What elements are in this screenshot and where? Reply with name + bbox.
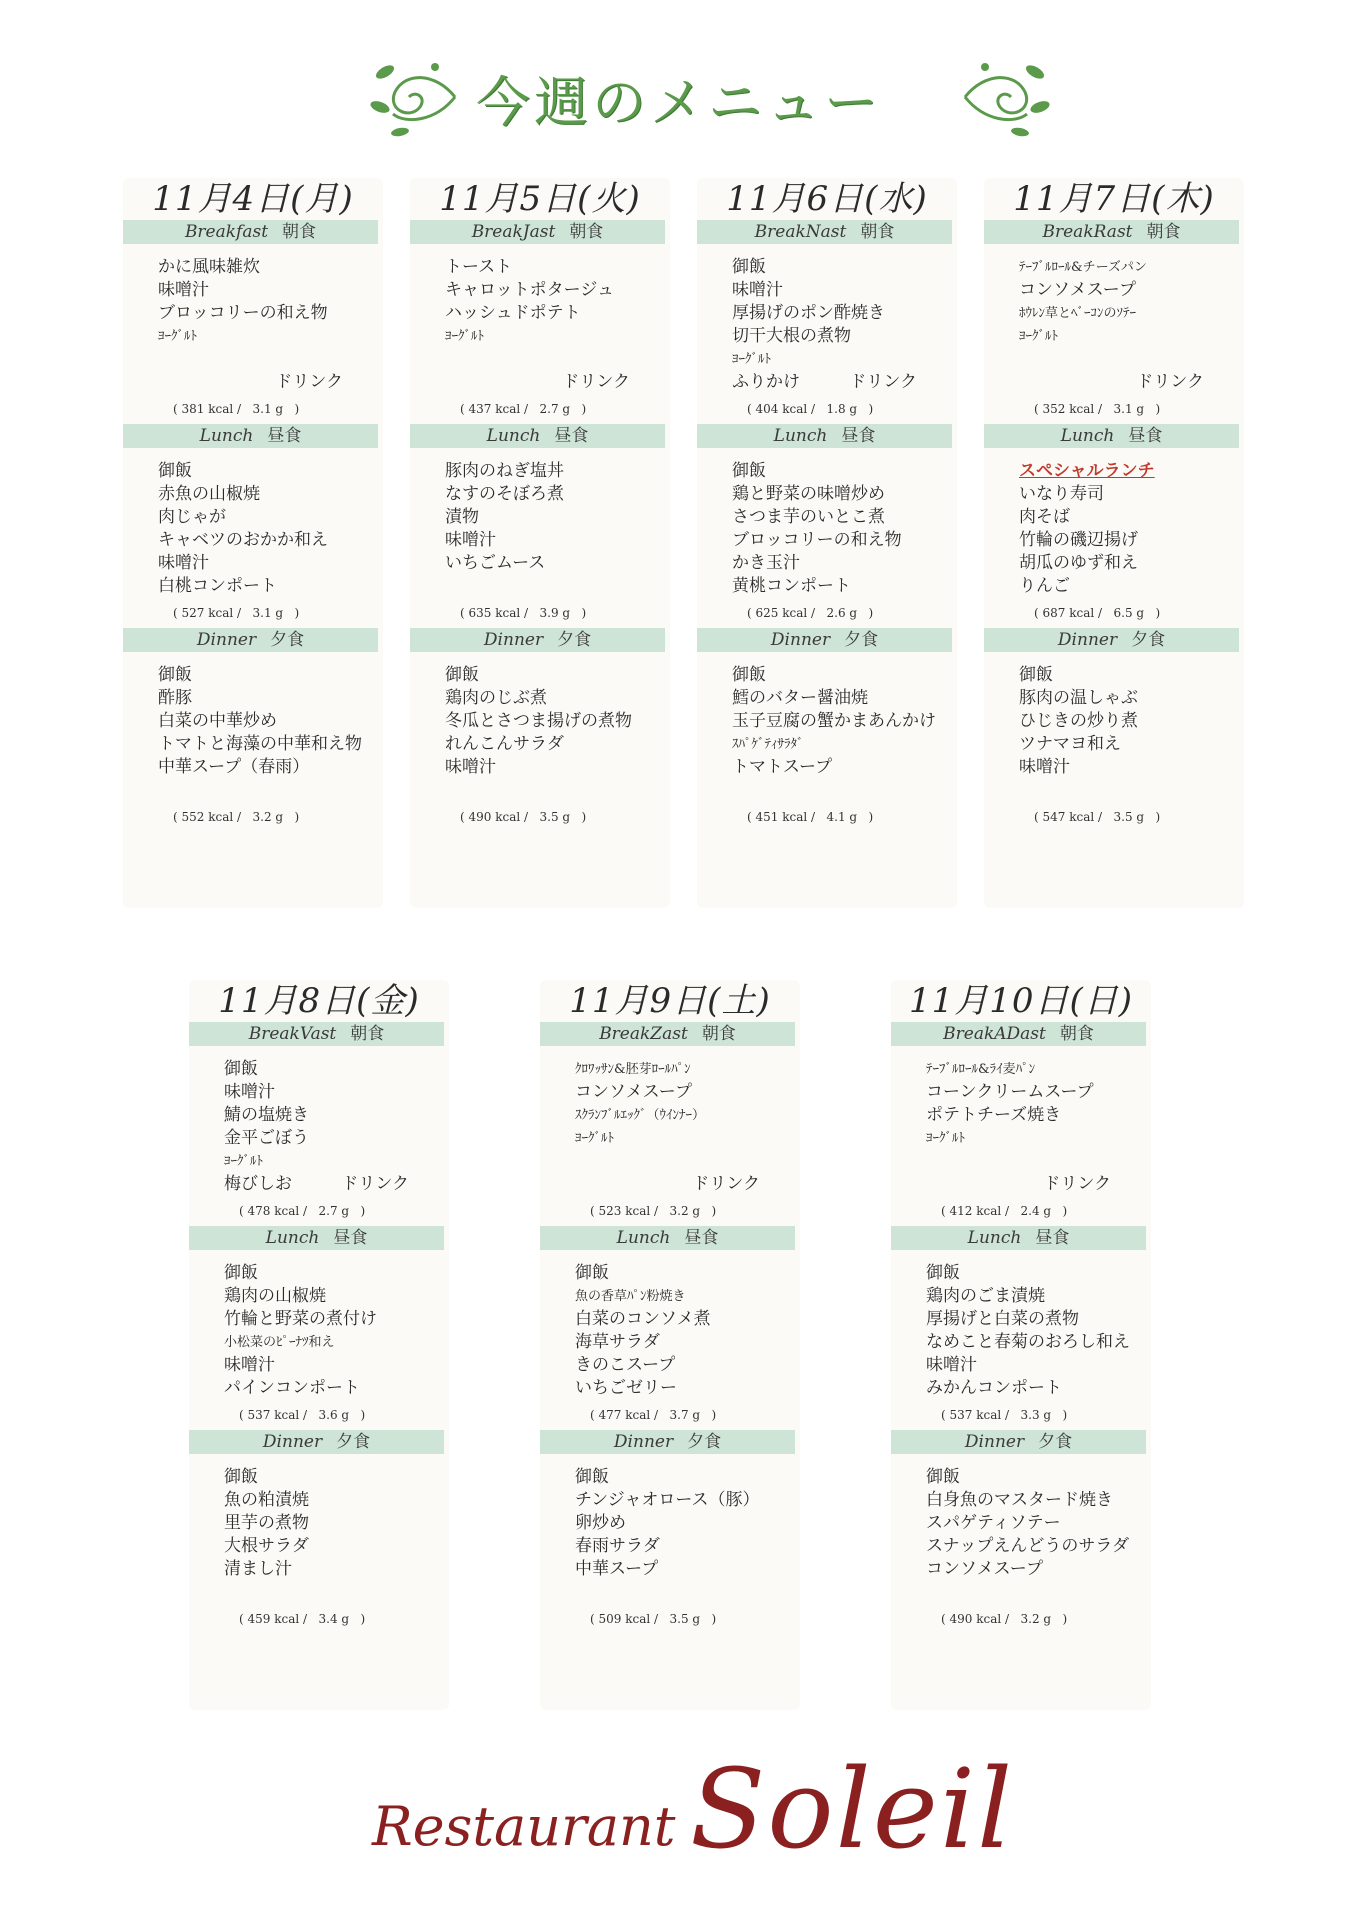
dinner-header (410, 628, 665, 652)
drink-label: ドリンク (1136, 372, 1204, 392)
menu-items (123, 448, 383, 598)
menu-item: 厚揚げのポン酢焼き (732, 303, 885, 323)
menu-item: 御飯 (445, 665, 479, 685)
menu-item: ｽｸﾗﾝﾌﾞﾙｴｯｸﾞ（ｳｲﾝﾅｰ） (575, 1108, 706, 1123)
menu-item: 鯖の塩焼き (224, 1105, 309, 1125)
menu-items (697, 652, 957, 802)
menu-item: 御飯 (224, 1263, 258, 1283)
nutrition-info: ( 537 kcal / 3.6 g ) (239, 1408, 366, 1422)
lunch-section (540, 1226, 800, 1430)
nutrition-info: ( 381 kcal / 3.1 g ) (173, 402, 300, 416)
breakfast-header (410, 220, 665, 244)
dinner-header (540, 1430, 795, 1454)
menu-item: ﾃｰﾌﾞﾙﾛｰﾙ&ﾗｲ麦ﾊﾟﾝ (926, 1062, 1036, 1077)
nutrition-info: ( 352 kcal / 3.1 g ) (1034, 402, 1161, 416)
menu-item: 赤魚の山椒焼 (158, 484, 260, 504)
menu-item: 鶏と野菜の味噌炒め (732, 484, 885, 504)
menu-item: ﾖｰｸﾞﾙﾄ (1019, 329, 1058, 344)
breakfast-section (891, 1022, 1151, 1226)
day-card (540, 980, 800, 1634)
meal-name-jp: 夕食 (687, 1432, 722, 1452)
meal-name-en: BreakADast (943, 1024, 1046, 1044)
breakfast-header (984, 220, 1239, 244)
menu-items (984, 448, 1244, 598)
menu-item: 中華スープ（春雨） (158, 757, 310, 777)
menu-item: 御飯 (732, 257, 766, 277)
dinner-section (697, 628, 957, 832)
meal-name-jp: 夕食 (1038, 1432, 1073, 1452)
menu-items (540, 1046, 800, 1196)
nutrition-info: ( 451 kcal / 4.1 g ) (747, 810, 874, 824)
menu-item: 竹輪の磯辺揚げ (1019, 530, 1138, 550)
menu-item: コーンクリームスープ (926, 1082, 1094, 1102)
menu-item: 御飯 (926, 1263, 960, 1283)
day-card (984, 178, 1244, 832)
menu-item: 御飯 (926, 1467, 960, 1487)
drink-label: ドリンク (562, 372, 630, 392)
nutrition-info: ( 490 kcal / 3.5 g ) (460, 810, 587, 824)
menu-item: 御飯 (732, 665, 766, 685)
menu-item: 味噌汁 (1019, 757, 1070, 777)
breakfast-header (123, 220, 378, 244)
lunch-header (540, 1226, 795, 1250)
menu-item: 金平ごぼう (224, 1128, 309, 1148)
menu-item: ブロッコリーの和え物 (732, 530, 902, 550)
menu-item: ひじきの炒り煮 (1019, 711, 1138, 731)
meal-name-jp: 昼食 (1035, 1228, 1070, 1248)
menu-item: ﾖｰｸﾞﾙﾄ (926, 1131, 965, 1146)
restaurant-label: Restaurant (372, 1795, 676, 1858)
menu-item: チンジャオロース（豚） (575, 1490, 760, 1510)
menu-item: 白菜のコンソメ煮 (575, 1309, 711, 1329)
day-date: 11月7日(木) (1013, 179, 1215, 219)
menu-item: 御飯 (732, 461, 766, 481)
lunch-section (123, 424, 383, 628)
leaf-ornament-icon (955, 52, 1055, 142)
menu-item: 御飯 (224, 1467, 258, 1487)
meal-name-en: Lunch (967, 1228, 1022, 1248)
menu-item: 味噌汁 (224, 1082, 275, 1102)
menu-items (540, 1454, 800, 1604)
meal-name-jp: 夕食 (844, 630, 879, 650)
menu-item: 里芋の煮物 (224, 1513, 309, 1533)
day-card (410, 178, 670, 832)
drink-label: ドリンク (341, 1174, 409, 1194)
menu-item: 豚肉のねぎ塩丼 (445, 461, 564, 481)
menu-item: 玉子豆腐の蟹かまあんかけ (732, 711, 936, 731)
menu-item: 御飯 (158, 461, 192, 481)
meal-name-en: BreakNast (754, 222, 847, 242)
menu-items (984, 244, 1244, 394)
menu-item: 味噌汁 (445, 530, 496, 550)
menu-item: 味噌汁 (732, 280, 783, 300)
breakfast-section (123, 220, 383, 424)
nutrition-info: ( 527 kcal / 3.1 g ) (173, 606, 300, 620)
menu-item: 鶏肉のじぶ煮 (445, 688, 547, 708)
nutrition-info: ( 687 kcal / 6.5 g ) (1034, 606, 1161, 620)
page-title: 今週のメニュー (476, 71, 882, 134)
menu-item: 梅びしお (224, 1174, 292, 1194)
menu-items (189, 1454, 449, 1604)
nutrition-info: ( 459 kcal / 3.4 g ) (239, 1612, 366, 1626)
menu-item: 魚の粕漬焼 (224, 1490, 309, 1510)
menu-item: りんご (1019, 576, 1070, 596)
meal-name-jp: 朝食 (569, 222, 604, 242)
menu-item: 肉そば (1019, 507, 1070, 527)
breakfast-header (540, 1022, 795, 1046)
dinner-header (891, 1430, 1146, 1454)
menu-item: 酢豚 (158, 688, 192, 708)
special-lunch-label: スペシャルランチ (1019, 461, 1155, 481)
nutrition-info: ( 478 kcal / 2.7 g ) (239, 1204, 366, 1218)
meal-name-en: BreakRast (1042, 222, 1133, 242)
menu-item: いちごゼリー (575, 1378, 677, 1398)
menu-item: 白桃コンポート (158, 576, 277, 596)
day-date: 11月5日(火) (439, 179, 641, 219)
menu-item: 御飯 (575, 1263, 609, 1283)
nutrition-info: ( 412 kcal / 2.4 g ) (941, 1204, 1068, 1218)
meal-name-jp: 夕食 (270, 630, 305, 650)
menu-item: ｸﾛﾜｯｻﾝ&胚芽ﾛｰﾙﾊﾟﾝ (575, 1062, 691, 1077)
meal-name-en: Lunch (199, 426, 254, 446)
menu-item: 御飯 (575, 1467, 609, 1487)
menu-items (891, 1454, 1151, 1604)
meal-name-en: Dinner (613, 1432, 674, 1452)
meal-name-jp: 夕食 (1131, 630, 1166, 650)
menu-item: かに風味雑炊 (158, 257, 260, 277)
day-card (891, 980, 1151, 1634)
menu-item: パインコンポート (224, 1378, 360, 1398)
menu-item: 味噌汁 (926, 1355, 977, 1375)
menu-item: 鱈のバター醤油焼 (732, 688, 868, 708)
meal-name-jp: 昼食 (684, 1228, 719, 1248)
menu-item: 竹輪と野菜の煮付け (224, 1309, 377, 1329)
breakfast-header (697, 220, 952, 244)
menu-item: 味噌汁 (158, 553, 209, 573)
meal-name-jp: 昼食 (333, 1228, 368, 1248)
menu-item: 春雨サラダ (575, 1536, 660, 1556)
menu-item: トースト (445, 257, 513, 277)
meal-name-jp: 朝食 (282, 222, 317, 242)
menu-items (189, 1046, 449, 1196)
menu-items (410, 448, 670, 598)
lunch-section (891, 1226, 1151, 1430)
breakfast-section (984, 220, 1244, 424)
menu-item: スパゲティソテー (926, 1513, 1061, 1533)
menu-item: なめこと春菊のおろし和え (926, 1332, 1130, 1352)
meal-name-en: BreakVast (248, 1024, 337, 1044)
nutrition-info: ( 552 kcal / 3.2 g ) (173, 810, 300, 824)
menu-items (540, 1250, 800, 1400)
day-date: 11月9日(土) (569, 981, 771, 1021)
meal-name-en: Dinner (964, 1432, 1025, 1452)
menu-item: トマトスープ (732, 757, 833, 777)
menu-item: ふりかけ (732, 372, 800, 392)
meal-name-jp: 昼食 (841, 426, 876, 446)
menu-items (891, 1250, 1151, 1400)
menu-item: ﾖｰｸﾞﾙﾄ (224, 1154, 263, 1169)
menu-item: コンソメスープ (926, 1559, 1043, 1579)
lunch-section (697, 424, 957, 628)
menu-item: 御飯 (224, 1059, 258, 1079)
meal-name-jp: 朝食 (1146, 222, 1181, 242)
menu-item: 小松菜のﾋﾟｰﾅﾂ和え (224, 1335, 335, 1350)
dinner-section (891, 1430, 1151, 1634)
drink-label: ドリンク (849, 372, 917, 392)
dinner-section (410, 628, 670, 832)
menu-item: 肉じゃが (158, 507, 226, 527)
nutrition-info: ( 547 kcal / 3.5 g ) (1034, 810, 1161, 824)
menu-item: キャロットポタージュ (445, 280, 614, 300)
dinner-section (189, 1430, 449, 1634)
menu-item: 漬物 (445, 507, 479, 527)
menu-item: 厚揚げと白菜の煮物 (926, 1309, 1079, 1329)
day-date: 11月8日(金) (218, 981, 420, 1021)
breakfast-header (189, 1022, 444, 1046)
menu-item: ﾖｰｸﾞﾙﾄ (158, 329, 197, 344)
menu-item: 中華スープ (575, 1559, 659, 1579)
day-card (189, 980, 449, 1634)
lunch-header (189, 1226, 444, 1250)
restaurant-name: Soleil (690, 1745, 1015, 1873)
menu-items (697, 448, 957, 598)
nutrition-info: ( 509 kcal / 3.5 g ) (590, 1612, 717, 1626)
lunch-header (984, 424, 1239, 448)
meal-name-en: Dinner (483, 630, 544, 650)
menu-items (891, 1046, 1151, 1196)
menu-item: 卵炒め (575, 1513, 626, 1533)
lunch-header (123, 424, 378, 448)
day-card (697, 178, 957, 832)
menu-item: かき玉汁 (732, 553, 800, 573)
menu-item: 御飯 (1019, 665, 1053, 685)
day-date: 11月6日(水) (726, 179, 928, 219)
nutrition-info: ( 477 kcal / 3.7 g ) (590, 1408, 717, 1422)
menu-items (123, 244, 383, 394)
menu-items (410, 652, 670, 802)
dinner-section (123, 628, 383, 832)
menu-item: 魚の香草ﾊﾟﾝ粉焼き (575, 1289, 686, 1304)
meal-name-jp: 昼食 (554, 426, 589, 446)
dinner-section (984, 628, 1244, 832)
meal-name-en: Dinner (196, 630, 257, 650)
menu-item: 黄桃コンポート (732, 576, 851, 596)
menu-items (189, 1250, 449, 1400)
nutrition-info: ( 490 kcal / 3.2 g ) (941, 1612, 1068, 1626)
meal-name-jp: 昼食 (1128, 426, 1163, 446)
meal-name-en: Lunch (773, 426, 828, 446)
menu-item: 御飯 (158, 665, 192, 685)
meal-name-en: Lunch (616, 1228, 671, 1248)
meal-name-jp: 朝食 (701, 1024, 736, 1044)
drink-label: ドリンク (275, 372, 343, 392)
lunch-section (984, 424, 1244, 628)
menu-item: さつま芋のいとこ煮 (732, 507, 885, 527)
drink-label: ドリンク (692, 1174, 760, 1194)
nutrition-info: ( 437 kcal / 2.7 g ) (460, 402, 587, 416)
meal-name-en: Dinner (1057, 630, 1118, 650)
menu-item: キャベツのおかか和え (158, 530, 328, 550)
menu-item: 清まし汁 (224, 1559, 292, 1579)
menu-item: ｽﾊﾟｹﾞﾃｨｻﾗﾀﾞ (732, 737, 804, 752)
meal-name-en: Lunch (486, 426, 541, 446)
menu-item: ﾃｰﾌﾞﾙﾛｰﾙ&チーズパン (1019, 260, 1147, 275)
meal-name-en: Lunch (265, 1228, 320, 1248)
footer-logo (0, 1745, 1358, 1875)
meal-name-jp: 朝食 (860, 222, 895, 242)
day-card (123, 178, 383, 832)
menu-item: トマトと海藻の中華和え物 (158, 734, 362, 754)
menu-item: 味噌汁 (445, 757, 496, 777)
breakfast-section (189, 1022, 449, 1226)
breakfast-section (540, 1022, 800, 1226)
menu-item: ツナマヨ和え (1019, 734, 1121, 754)
meal-name-jp: 夕食 (557, 630, 592, 650)
menu-item: ﾎｳﾚﾝ草とﾍﾞｰｺﾝのｿﾃｰ (1019, 306, 1137, 321)
menu-item: 切干大根の煮物 (732, 326, 851, 346)
dinner-header (697, 628, 952, 652)
menu-items (123, 652, 383, 802)
menu-item: ﾖｰｸﾞﾙﾄ (445, 329, 484, 344)
meal-name-jp: 朝食 (350, 1024, 385, 1044)
menu-item: 白身魚のマスタード焼き (926, 1490, 1113, 1510)
menu-item: 味噌汁 (158, 280, 209, 300)
nutrition-info: ( 635 kcal / 3.9 g ) (460, 606, 587, 620)
menu-item: いちごムース (445, 553, 546, 573)
drink-label: ドリンク (1043, 1174, 1111, 1194)
menu-item: 味噌汁 (224, 1355, 275, 1375)
menu-item: 鶏肉のごま漬焼 (926, 1286, 1045, 1306)
menu-item: 胡瓜のゆず和え (1019, 553, 1138, 573)
menu-item: なすのそぼろ煮 (445, 484, 564, 504)
meal-name-en: Breakfast (184, 222, 269, 242)
nutrition-info: ( 537 kcal / 3.3 g ) (941, 1408, 1068, 1422)
menu-item: みかんコンポート (926, 1378, 1062, 1398)
menu-item: 白菜の中華炒め (158, 711, 277, 731)
meal-name-jp: 朝食 (1059, 1024, 1094, 1044)
menu-item: れんこんサラダ (445, 734, 564, 754)
menu-item: ポテトチーズ焼き (926, 1105, 1062, 1125)
dinner-header (984, 628, 1239, 652)
dinner-header (189, 1430, 444, 1454)
meal-name-en: Lunch (1060, 426, 1115, 446)
menu-item: ﾖｰｸﾞﾙﾄ (732, 352, 771, 367)
menu-items (697, 244, 957, 394)
menu-item: 海草サラダ (575, 1332, 660, 1352)
nutrition-info: ( 625 kcal / 2.6 g ) (747, 606, 874, 620)
dinner-header (123, 628, 378, 652)
nutrition-info: ( 404 kcal / 1.8 g ) (747, 402, 874, 416)
menu-item: ﾖｰｸﾞﾙﾄ (575, 1131, 614, 1146)
nutrition-info: ( 523 kcal / 3.2 g ) (590, 1204, 717, 1218)
lunch-section (189, 1226, 449, 1430)
menu-item: ハッシュドポテト (445, 303, 581, 323)
day-date: 11月10日(日) (908, 981, 1134, 1021)
dinner-section (540, 1430, 800, 1634)
menu-item: 大根サラダ (224, 1536, 309, 1556)
breakfast-section (410, 220, 670, 424)
meal-name-en: BreakZast (599, 1024, 688, 1044)
menu-item: コンソメスープ (1019, 280, 1136, 300)
menu-item: ブロッコリーの和え物 (158, 303, 328, 323)
meal-name-jp: 昼食 (267, 426, 302, 446)
lunch-header (697, 424, 952, 448)
day-date: 11月4日(月) (152, 179, 354, 219)
menu-item: きのこスープ (575, 1355, 676, 1375)
lunch-section (410, 424, 670, 628)
menu-item: スナップえんどうのサラダ (926, 1536, 1130, 1556)
menu-item: 冬瓜とさつま揚げの煮物 (445, 711, 632, 731)
menu-items (410, 244, 670, 394)
breakfast-section (697, 220, 957, 424)
meal-name-jp: 夕食 (336, 1432, 371, 1452)
breakfast-header (891, 1022, 1146, 1046)
lunch-header (891, 1226, 1146, 1250)
menu-item: 鶏肉の山椒焼 (224, 1286, 326, 1306)
lunch-header (410, 424, 665, 448)
menu-item: 豚肉の温しゃぶ (1019, 688, 1138, 708)
header (0, 52, 1358, 142)
meal-name-en: BreakJast (471, 222, 556, 242)
menu-item: コンソメスープ (575, 1082, 692, 1102)
menu-items (984, 652, 1244, 802)
meal-name-en: Dinner (262, 1432, 323, 1452)
meal-name-en: Dinner (770, 630, 831, 650)
menu-item: いなり寿司 (1019, 484, 1104, 504)
